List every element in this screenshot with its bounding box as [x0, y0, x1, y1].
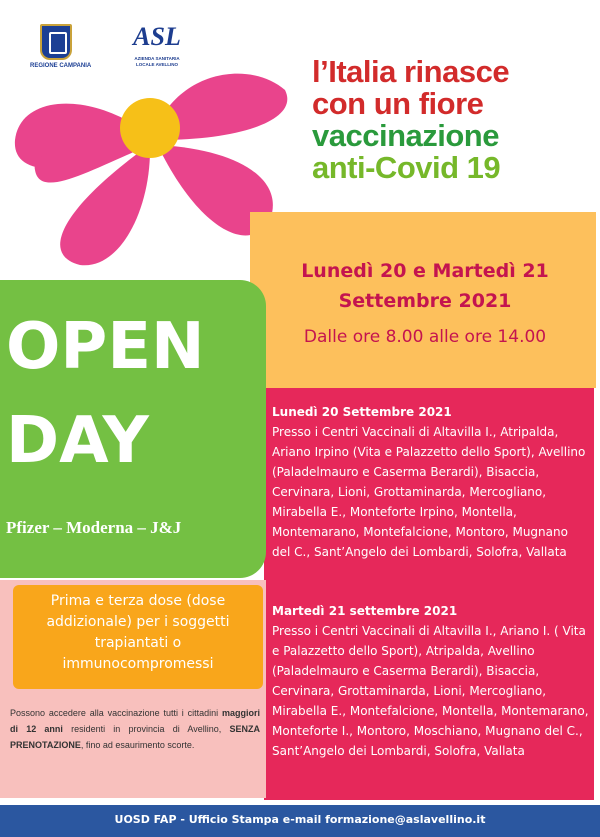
open-day-title [6, 300, 205, 488]
vaccine-brands: Pfizer – Moderna – J&J [6, 518, 182, 537]
eligibility-note [10, 705, 260, 753]
asl-logo-subtitle: AZIENDA SANITARIA LOCALE AVELLINO [134, 56, 180, 67]
headline-line-1: l’Italia rinasce [312, 54, 510, 89]
asl-logo-mark: ASL [133, 22, 181, 51]
headline-line-3: vaccinazione [312, 118, 499, 153]
schedule-block-monday [272, 402, 590, 562]
open-day-line-2: DAY [6, 404, 149, 478]
note-text: , fino ad esaurimento scorte. [80, 740, 195, 750]
regione-logo-text: REGIONE CAMPANIA [30, 63, 92, 69]
note-age: maggiori di 12 anni [10, 708, 260, 734]
schedule-day-heading: Martedì 21 settembre 2021 [272, 604, 458, 618]
note-no-booking: SENZA PRENOTAZIONE [10, 724, 260, 750]
regione-shield-icon [40, 24, 72, 60]
note-text: Possono accedere alla vaccinazione tutti i cittadini [10, 708, 222, 718]
dose-info-box: Prima e terza dose (dose addizionale) per i soggetti trapiantati o immunocompromessi [13, 585, 263, 689]
open-day-line-1: OPEN [6, 310, 205, 384]
headline [312, 56, 597, 184]
dates-line-1: Lunedì 20 e Martedì 21 [301, 260, 549, 282]
footer-contact: UOSD FAP - Ufficio Stampa e-mail formazione@aslavellino.it [0, 805, 600, 837]
schedule-block-tuesday [272, 601, 590, 761]
headline-line-4: anti-Covid 19 [312, 150, 501, 185]
dates-line-2: Settembre 2021 [338, 290, 512, 312]
event-dates [255, 256, 595, 352]
schedule-day-heading: Lunedì 20 Settembre 2021 [272, 405, 452, 419]
schedule-panel [264, 388, 594, 800]
schedule-text: Presso i Centri Vaccinali di Altavilla I., Atripalda, Ariano Irpino (Vita e Palazzetto dello Sport), Avellino (Paladelmauro e Caserma Berardi), Bisaccia, Cervinara, Lioni, Grottaminarda, Mercogliano, Mirabella E., Monteforte Irpino, Montella, Montemarano, Montefalcione, Montoro, Mugnano del C., Sant’Angelo dei Lombardi, Solofra, Vallata [272, 425, 586, 559]
note-text: residenti in provincia di Avellino, [62, 724, 230, 734]
headline-line-2: con un fiore [312, 86, 484, 121]
schedule-text: Presso i Centri Vaccinali di Altavilla I., Ariano I. ( Vita e Palazzetto dello Sport), Atripalda, Avellino (Paladelmauro e Caserma Berardi), Bisaccia, Cervinara, Grottaminarda, Lioni, Mercogliano, Mirabella E., Montefalcione, Montella, Montemarano, Monteforte I., Montoro, Moschiano, Mugnano del C., Sant’Angelo dei Lombardi, Solofra, Vallata [272, 624, 589, 758]
dates-hours: Dalle ore 8.00 alle ore 14.00 [303, 327, 547, 347]
